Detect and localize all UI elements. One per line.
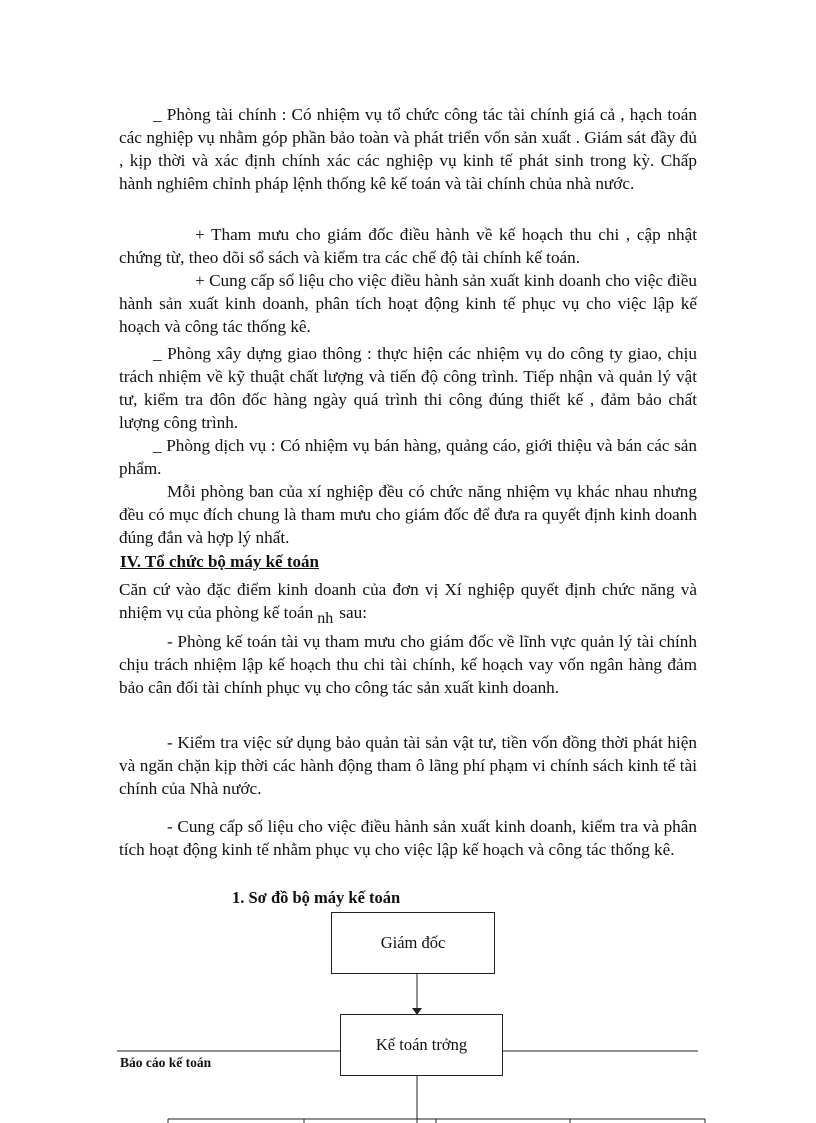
paragraph-can-cu-end: sau: (339, 603, 367, 622)
paragraph-cung-cap: - Cung cấp số liệu cho việc điều hành sản xuất kinh doanh, kiểm tra và phân tích hoạt động kinh tế nhằm phục vụ cho việc lập kế hoạch và công tác thống kê. (119, 817, 697, 859)
paragraph-phong-tai-chinh: _ Phòng tài chính : Có nhiệm vụ tổ chức công tác tài chính giá cả , hạch toán các nghiệp vụ nhằm góp phần bảo toàn và phát triển vốn sản xuất . Giám sát đầy đủ , kịp thời và xác định chính xác các nghiệp vụ kinh tế phát sinh trong kỳ. Chấp hành nghiêm chỉnh pháp lệnh thống kê kế toán và tài chính chủa nhà nước. (119, 105, 697, 193)
director-label: Giám đốc (380, 933, 446, 952)
chief-accountant-box (340, 1014, 503, 1076)
paragraph-phong-xay-dung: _ Phòng xây dựng giao thông : thực hiện các nhiệm vụ do công ty giao, chịu trách nhiệm về kỹ thuật chất lượng và tiến độ công trình. Tiếp nhận và quản lý vật tư, kiểm tra đôn đốc hàng ngày quá trình thi công đúng thiết kế , đảm bảo chất lượng công trình. (119, 344, 697, 432)
paragraph-kiem-tra: - Kiểm tra việc sử dụng bảo quản tài sản vật tư, tiền vốn đồng thời phát hiện và ngăn chặn kịp thời các hành động tham ô lãng phí phạm vi chính sách kinh tế tài chính của Nhà nước. (119, 733, 697, 798)
subscript-nh: nh (317, 610, 334, 627)
paragraph-cung-cap-so-lieu: + Cung cấp số liệu cho việc điều hành sản xuất kinh doanh cho việc điều hành sản xuất kinh doanh, phân tích hoạt động kinh tế phục vụ cho việc lập kế hoạch và công tác thống kê. (119, 271, 697, 336)
report-label: Báo cáo kế toán (120, 1055, 212, 1070)
paragraph-tham-muu: + Tham mưu cho giám đốc điều hành về kế hoạch thu chi , cập nhật chứng từ, theo dõi sổ sách và kiểm tra các chế độ tài chính kế toán. (119, 225, 697, 267)
section-heading: IV. Tổ chức bộ máy kế toán (120, 552, 319, 571)
paragraph-can-cu-text: Căn cứ vào đặc điểm kinh doanh của đơn vị Xí nghiệp quyết định chức năng và nhiệm vụ của phòng kế toán (119, 580, 697, 622)
diagram-subheading: 1. Sơ đồ bộ máy kế toán (232, 888, 401, 907)
chief-accountant-label: Kế toán trởng (375, 1035, 468, 1054)
paragraph-phong-dich-vu: _ Phòng dịch vụ : Có nhiệm vụ bán hàng, quảng cáo, giới thiệu và bán các sản phẩm. (119, 436, 697, 478)
director-box (331, 912, 495, 974)
paragraph-moi-phong-ban: Mỗi phòng ban của xí nghiệp đều có chức năng nhiệm vụ khác nhau nhưng đều có mục đích chung là tham mưu cho giám đốc để đưa ra quyết định kinh doanh đúng đắn và hợp lý nhất. (119, 482, 697, 547)
paragraph-phong-ke-toan: - Phòng kế toán tài vụ tham mưu cho giám đốc về lĩnh vực quản lý tài chính chịu trách nhiệm lập kế hoạch thu chi tài chính, kế hoạch vay vốn ngân hàng đảm bảo cân đối tài chính phục vụ cho công tác sản xuất kinh doanh. (119, 632, 697, 697)
